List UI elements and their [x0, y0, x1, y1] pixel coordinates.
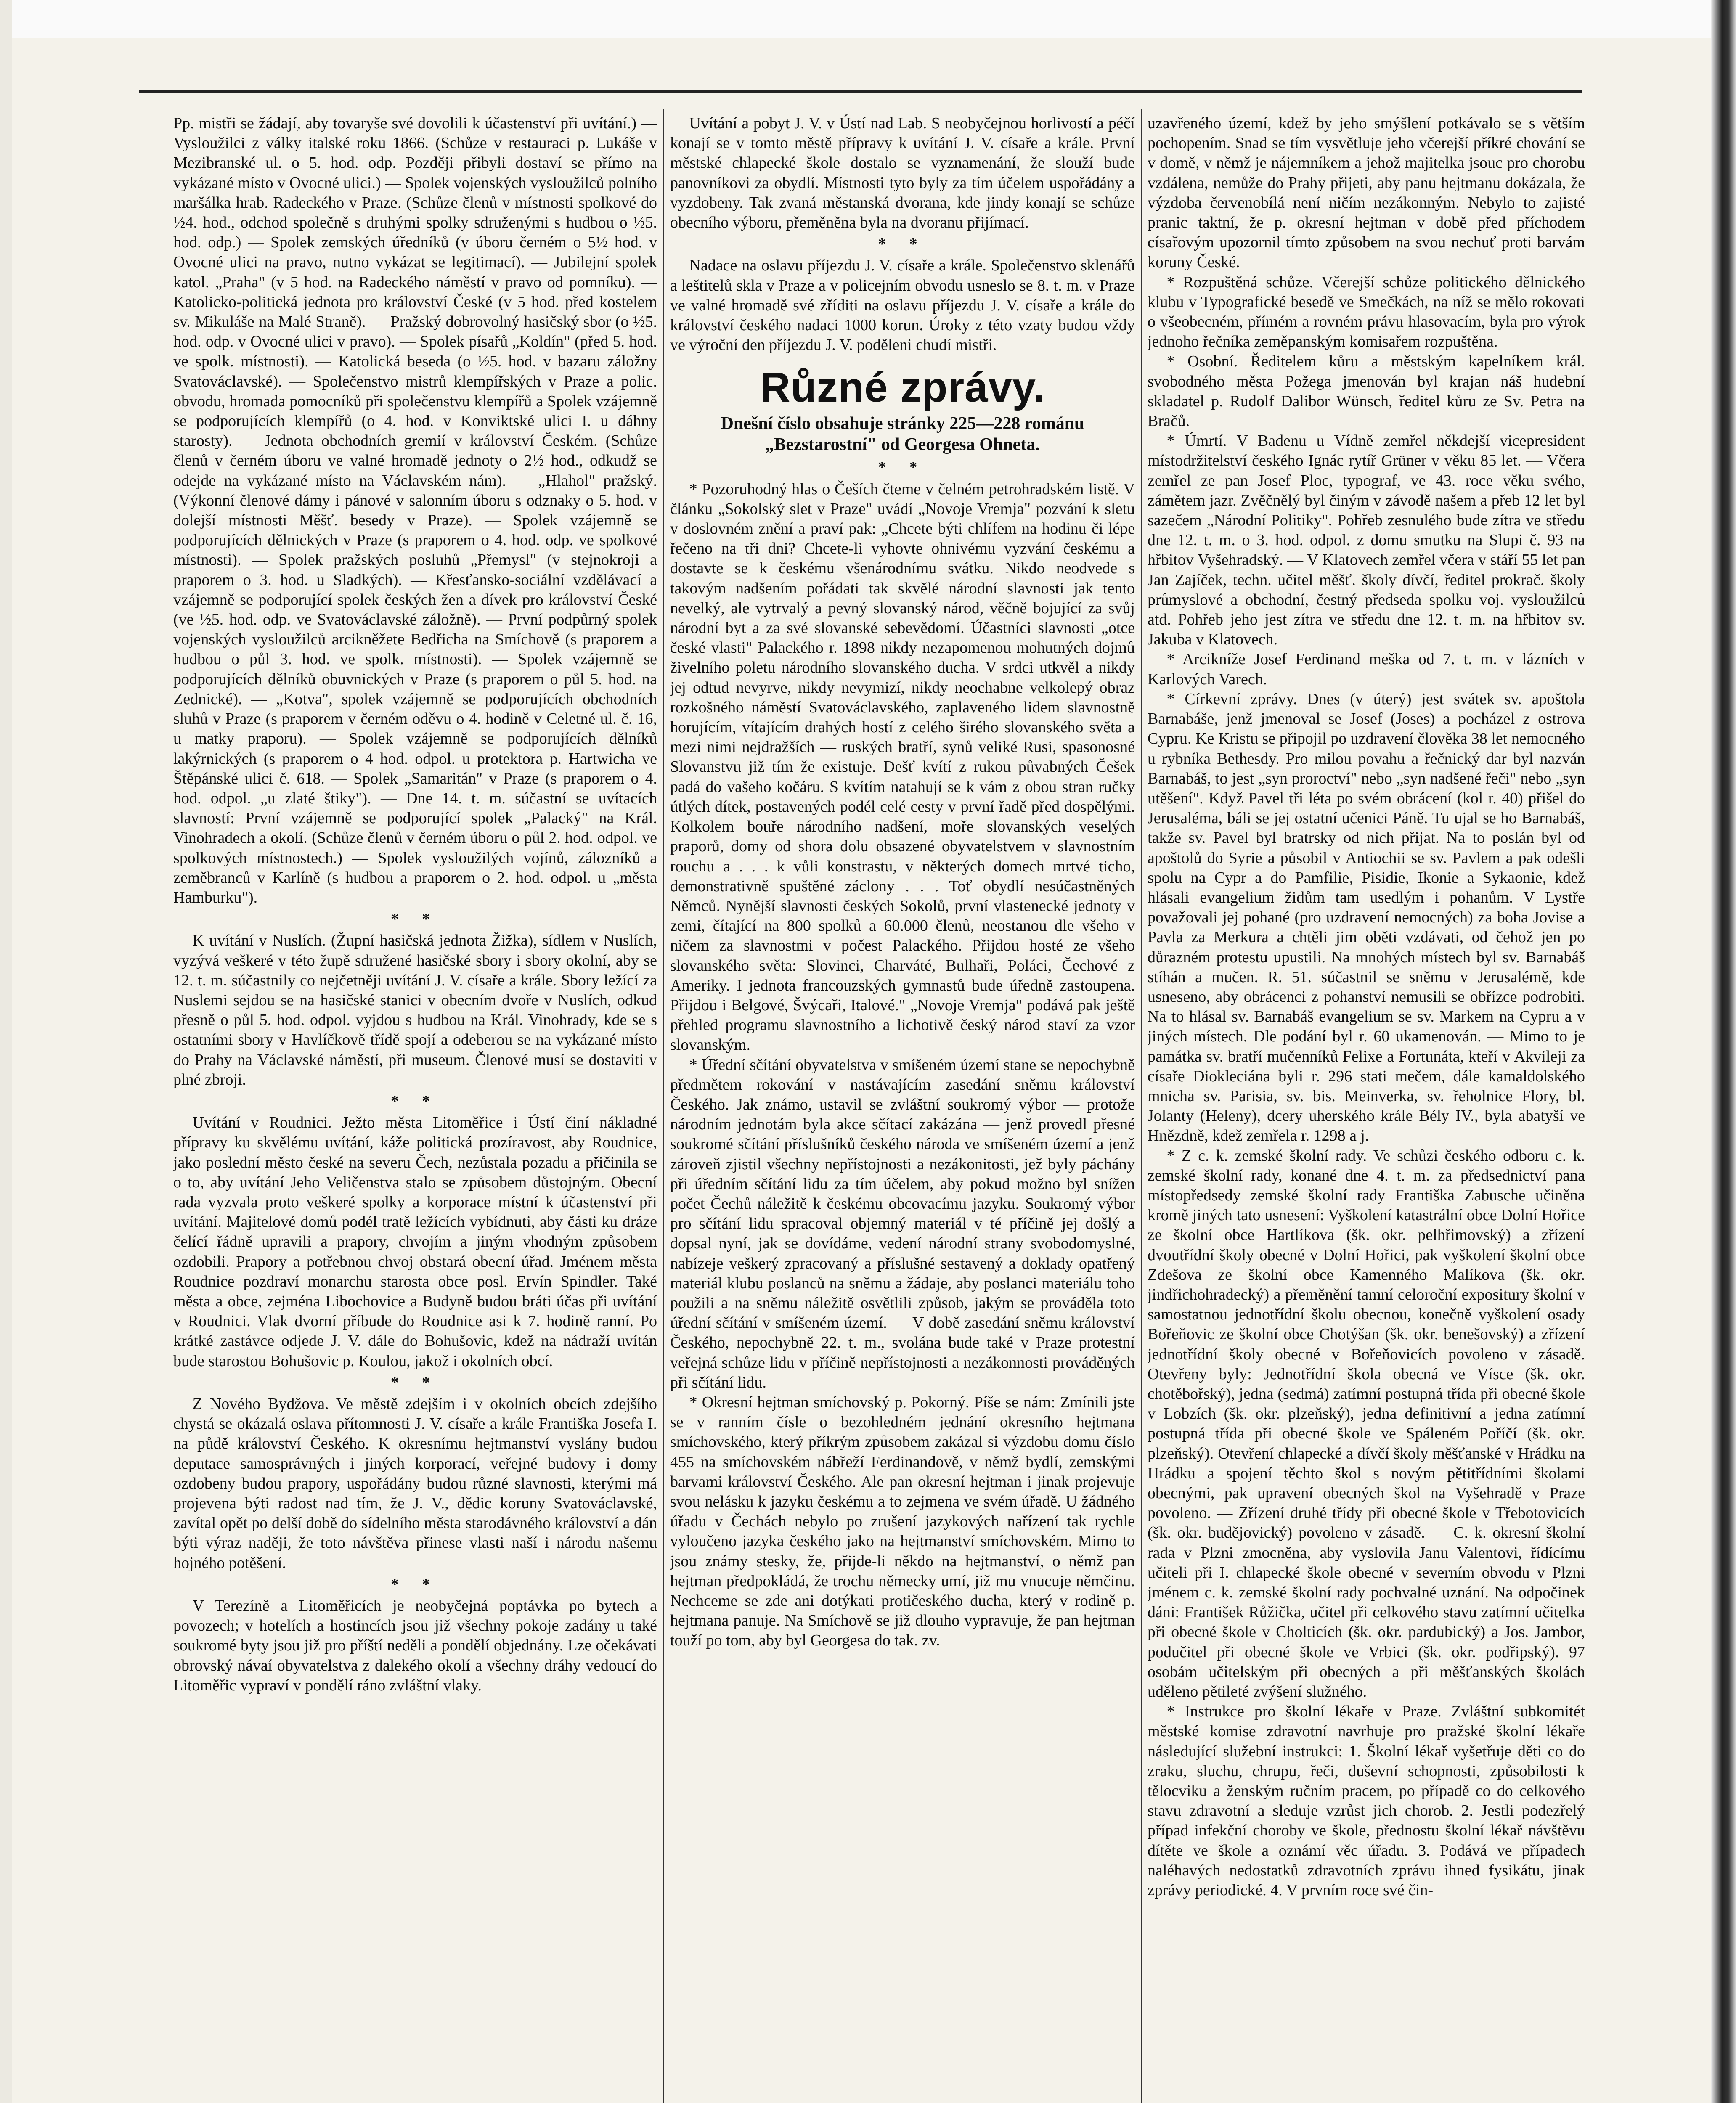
- article-paragraph: * Církevní zprávy. Dnes (v úterý) jest svátek sv. apoštola Barnabáše, jenž jmenoval se Josef (Joses) a pocházel z ostrova Cypru. Ke Kristu se připojil po uzdravení člověka 38 let nemocného u rybníka Bethesdy. Pro milou povahu a řečnický dar byl nazván Barnabáš, to jest „syn proroctví" nebo „syn nadšené řeči" nebo „syn utěšení". Když Pavel tři léta po svém obrácení (kol r. 40) přišel do Jerusaléma, báli se jej ostatní učenici Páně. Tu ujal se ho Barnabáš, takže sv. Pavel byl bratrsky od nich přijat. Na to poslán byl od apoštolů do Syrie a působil v Antiochii se sv. Pavlem a pak odešli spolu na Cypr a do Pamfilie, Pisidie, Ikonie a Sykaonie, kdež hlásali evangelium židům tam usedlým i pohanům. V Lystře považovali jej pohané (pro uzdravení nemocných) za boha Jovise a Pavla za Merkura a chtěli jim oběti vzdávati, od čehož jen po důrazném protestu upustili. Na mnohých místech byl sv. Barnabáš stíhán a mučen. R. 51. súčastnil se sněmu v Jerusalémě, kde usneseno, aby obrácenci z pohanství nemusili se obřízce podrobiti. Na to hlásal sv. Barnabáš evangelium se sv. Markem na Cypru a v jiných místech. Dle podání byl r. 60 ukamenován. — Mimo to je památka sv. bratří mučenníků Felixe a Fortunáta, kteří v Akvileji za císaře Diokleciána byli r. 296 stati mečem, dále kamaldolského mnicha sv. Parisia, sv. bis. Meinverka, sv. řeholnice Flory, bl. Jolanty (Heleny), dcery uherského krále Bély IV., byla abatyší ve Hnězdně, kdež zemřela r. 1298 a j.: [1148, 690, 1585, 1145]
- article-paragraph: * Arcikníže Josef Ferdinand meška od 7. t. m. v lázních v Karlových Varech.: [1148, 650, 1585, 688]
- article-paragraph: V Terezíně a Litoměřicích je neobyčejná poptávka po bytech a povozech; v hotelích a hostincích jsou již všechny pokoje zadány u také soukromé byty jsou již pro příští neděli a pondělí objednány. Lze očekávati obrovský návaí obyvatelstva z dalekého okolí a všechny dráhy vedoucí do Litoměřic vypraví v pondělí ráno zvláštní vlaky.: [173, 1597, 657, 1694]
- article-paragraph: K uvítání v Nuslích. (Župní hasičská jednota Žižka), sídlem v Nuslích, vyzývá veškeré v této župě sdružené hasičské sbory i sbory okolní, aby se 12. t. m. súčastnily co nejčetněji uvítání J. V. císaře a krále. Sbory ležící za Nuslemi sejdou se na hasičské stanici v obecním dvoře v Nuslích, odkud přesně o půl 5. hod. odpol. vyjdou s hudbou na Král. Vinohrady, kde se s ostatními sbory v Havlíčkově třídě spojí a odeberou se na vykázané místo do Prahy na Václavské náměstí, při museum. Členové musí se dostaviti v plné zbroji.: [173, 932, 657, 1089]
- article-paragraph: Uvítání v Roudnici. Ježto města Litoměřice i Ústí činí nákladné přípravy ku skvělému uvítání, káže politická prozíravost, aby Roudnice, jako poslední město české na severu Čech, nezůstala pozadu a přičinila se o to, aby uvítání Jeho Veličenstva stalo se způsobem důstojným. Obecní rada vyzvala proto veškeré spolky a korporace místní k účastenství při uvítání. Majitelové domů podél tratě ležících vybídnuti, aby části ku dráze čelící řádně upravili a prapory, chvojím a jiným vhodným způsobem ozdobili. Prapory a potřebnou chvoj obstará obecní úřad. Jménem města Roudnice pozdraví monarchu starosta obce posl. Ervín Spindler. Také města a obce, zejména Libochovice a Budyně budou bráti účas při uvítání v Roudnici. Vlak dvorní příbude do Roudnice asi k 7. hodině ranní. Po krátké zastávce odjede J. V. dále do Bohušovic, kdež na nádraží uvítán bude starostou Bohušovic p. Koulou, jakož i okolních obcí.: [173, 1114, 657, 1370]
- article-paragraph: Z Nového Bydžova. Ve městě zdejším i v okolních obcích zdejšího chystá se okázalá oslava přítomnosti J. V. císaře a krále Františka Josefa I. na půdě království Českého. K okresnímu hejtmanství vyslány budou deputace samosprávných i jiných korporací, veřejné budovy i domy ozdobeny budou prapory, uspořádány budou různé slavnosti, kterými má projevena býti radost nad tím, že J. V., dědic koruny Svatováclavské, zavítal opět po delší době do sídelního města starodávného království a dán býti výraz naději, že toto návštěva přinese vlasti naší i národu našemu hojného potěšení.: [173, 1395, 657, 1572]
- separator-stars: * *: [391, 1373, 440, 1391]
- section-subheading: Dnešní číslo obsahuje stránky 225—228 románu „Bezstarostní" od Georgesa Ohneta.: [721, 414, 1084, 455]
- article-paragraph: * Rozpuštěná schůze. Včerejší schůze politického dělnického klubu v Typografické besedě ve Smečkách, na níž se mělo rokovati o všeobecném, přímém a rovném právu hlasovacím, byla pro výrok jednoho řečníka zeměpanským komisařem rozpuštěna.: [1148, 273, 1585, 351]
- article-paragraph: Nadace na oslavu příjezdu J. V. císaře a krále. Společenstvo sklenářů a leštitelů skla v Praze a v policejním obvodu usneslo se 8. t. m. v Praze ve valné hromadě své zříditi na oslavu příjezdu J. V. císaře a krále do království českého nadaci 1000 korun. Úroky z této vzaty budou vždy ve výroční den příjezdu J. V. poděleni chudí mistři.: [670, 257, 1135, 354]
- separator-stars: * *: [878, 458, 927, 477]
- section-heading: Různé zprávy.: [760, 364, 1045, 411]
- column-right: [1148, 114, 1585, 2103]
- scan-margin-left: [0, 0, 12, 2103]
- article-paragraph: * Úmrtí. V Badenu u Vídně zemřel někdejší vicepresident místodržitelství českého Ignác rytíř Grüner v věku 85 let. — Včera zemřel ze pan Josef Ploc, typograf, ve 43. roce věku svého, zámětem jazr. Zvěčnělý byl činým v závodě našem a přeb 12 let byl sazečem „Národní Politiky". Pohřeb zesnulého bude zítra ve středu dne 12. t. m. o 3. hod. odpol. z domu smutku na Slupi č. 93 na hřbitov Vyšehradský. — V Klatovech zemřel včera v stáří 55 let pan Jan Zajíček, techn. učitel měšť. školy dívčí, ředitel prokrač. školy průmyslové a obchodní, čestný předseda spolku voj. vysloužilců atd. Pohřeb jeho jest zítra ve středu dne 12. t. m. na hřbitov sv. Jakuba v Klatovech.: [1148, 432, 1585, 649]
- article-paragraph: * Z c. k. zemské školní rady. Ve schůzi českého odboru c. k. zemské školní rady, konané dne 4. t. m. za předsednictví pana místopředsedy zemské školní rady Františka Zabusche učiněna kromě jiných tato usnesení: Vyškolení katastrální obce Dolní Hořice ze školní obce Hartlíkova (šk. okr. pelhřimovský) a zřízení dvoutřídní školy obecné v Dolní Hořici, pak vyškolení školní obce Zdešova ze školní obce Kamenného Malíkova (šk. okr. jindřichohradecký) a přeměnění tamní celoroční expositury školní v samostatnou jednotřídní školu obecnou, konečně vyškolení osady Bořeňovic ze školní obce Chotýšan (šk. okr. benešovský) a zřízení jednotřídní školy obecné v Bořeňovicích povoleno v zásadě. Otevřeny byly: Jednotřídní škola obecná ve Vísce (šk. okr. chotěbořský), jedna (sedmá) zatímní postupná třída při obecné škole v Lobzích (šk. okr. plzeňský), jedna definitivní a jedna zatímní postupná třída při obecné škole ve Spáleném Poříčí (šk. okr. plzeňský). Otevření chlapecké a dívčí školy měšťanské v Hrádku na Hrádku a spojení těchto škol s novým pětitřídními školami obecnými, pak upravení obecných škol na Vyšehradě v Praze povoleno. — Zřízení druhé třídy při obecné škole v Třebotovicích (šk. okr. budějovický) povoleno v zásadě. — C. k. okresní školní rada v Plzni zmocněna, aby vyslovila Janu Valentovi, řídícímu učiteli při I. chlapecké škole obecné v severním obvodu v Plzni jménem c. k. zemské školní rady pochvalné uznání. Na odpočinek dáni: František Růžička, učitel při celkového stavu zatímní učitelka při obecné škole v Cholticích (šk. okr. pardubický) a Jos. Jambor, podučitel při obecné škole ve Vrbici (šk. okr. podřipský). 97 osobám učitelským při obecných a při měšťanských školách uděleno pětileté zvýšení služného.: [1148, 1147, 1585, 1701]
- separator-stars: * *: [391, 910, 440, 928]
- column-middle: [670, 114, 1135, 2103]
- article-paragraph: * Pozoruhodný hlas o Češích čteme v čelném petrohradském listě. V článku „Sokolský slet v Praze" uvádí „Novoje Vremja" pozvání k sletu v doslovném znění a praví pak: „Chcete býti chlífem na hodinu či lépe řečeno na tři dni? Chcete-li vyhovte ohnivému vyzvání českému a dostavte se k českému všenárodnímu svátku. Nikdo neodvede s takovým nadšením pořádati tak skvělé národní slavnosti jak tento nevelký, ale vytrvalý a pevný slovanský národ, věčně bojující za svůj národní byt a za své slovanské sebevědomí. Účastníci slavnosti „otce české vlasti" Palackého r. 1898 nikdy nezapomenou mohutných dojmů živelního poletu národního slovanského ducha. V srdci utkvěl a nikdy jej odtud nevyrve, nikdy nevymizí, nikdy neochabne velkolepý obraz rozkošného náměstí Svatováclavského, zaplaveného lidem slavnostně horujícím, vítajícím drahých hostí z celého širého slovanského světa a mezi nimi nejdražších — ruských bratří, synů veliké Rusi, spasonosné Slovanstvu již tím že existuje. Dešť kvítí z rukou půvabných Češek padá do vašeho kočáru. S kvítím natahují se k vám z obou stran ručky útlých dítek, postavených podél celé cesty v první řadě před dospělými. Kolkolem bouře národního nadšení, moře slovanských veselých praporů, domy od shora dolu obsazené obyvatelstvem v slavnostním rouchu a . . . k vůli konstrastu, v některých domech mrtvé ticho, demonstrativně spuštěné záclony . . . Toť obydlí nesúčastněných Němců. Nynější slavnosti českých Sokolů, první vlastenecké jednoty v zemi, čítající na 800 spolků a 60.000 členů, neostanou dle všeho v ničem za slavnostmi v počest Palackého. Přijdou hosté ze všeho slovanského světa: Slovinci, Charváté, Bulhaři, Poláci, Čechové z Ameriky. I jednota francouzských gymnastů bude úředně zastoupena. Přijdou i Belgové, Švýcaři, Italové." „Novoje Vremja" podává pak ještě přehled programu slavnostního a lichotivě český národ staví za vzor slovanským.: [670, 480, 1135, 1054]
- column-divider: [663, 109, 664, 2103]
- article-paragraph: * Instrukce pro školní lékaře v Praze. Zvláštní subkomitét městské komise zdravotní navrhuje pro pražské školní lékaře následující služební instrukci: 1. Školní lékař vyšetřuje děti co do zraku, sluchu, chrupu, řeči, duševní schopnosti, způsobilosti k tělocviku a ženským ručním pracem, po případě co do celkového stavu zdravotní a sleduje vzrůst jich chorob. 2. Jestli podezřelý případ infekční choroby ve škole, přednostu školní lékař návštěvu dítěte ve škole a oznámí věc úřadu. 3. Podává ve případech naléhavých nedostatků zdravotních zprávu ihned fysikátu, jinak zprávy periodické. 4. V prvním roce své čin-: [1148, 1703, 1585, 1899]
- article-paragraph: * Úřední sčítání obyvatelstva v smíšeném území stane se nepochybně předmětem rokování v nastávajícím zasedání sněmu království Českého. Jak známo, ustavil se zvláštní soukromý výbor — protože národním jednotám byla akce sčítací zakázána — jenž provedl přesné soukromé sčítání příslušníků českého národa ve smíšeném území a jenž zároveň zjistil všechny nepřístojnosti a nezákonitosti, jež byly páchány při úředním sčítání lidu za tím účelem, aby pokud možno byl snížen počet Čechů náležitě k českému obcovacímu jazyku. Soukromý výbor pro sčítání lidu spracoval objemný materiál v té příčině jej došlý a dopsal nyní, jak se dovídáme, vedení národní strany svobodomyslné, nabízeje veškerý zpracovaný a příslušné sestavený a doklady opatřený materiál klubu poslanců na sněmu a žádaje, aby poslanci materiálu toho použili a na sněmu náležitě osvětlili způsob, jakým se prováděla toto úřední sčítání v smíšeném území. — V době zasedání sněmu království Českého, nepochybně 22. t. m., svolána bude také v Praze protestní veřejná schůze lidu v příčině nepřístojnosti a nezákonnosti prováděných při sčítání lidu.: [670, 1056, 1135, 1391]
- article-paragraph: Pp. mistři se žádají, aby tovaryše své dovolili k účastenství při uvítání.) — Vysloužilci z války italské roku 1866. (Schůze v restauraci p. Lukáše v Mezibranské ul. o 5. hod. odp. Později přibyli dostaví se přímo na vykázané místo v Ovocné ulici.) — Spolek vojenských vysloužilců polního maršálka hrab. Radeckého v Praze. (Schůze členů v místnosti spolkové do ½4. hod., odchod společně s druhými spolky sdruženými s hudbou o ½5. hod. odp.) — Spolek zemských úředníků (v úboru černém o 5½ hod. v Ovocné ulici na pravo, nutno vykázat se legitimací). — Jubilejní spolek katol. „Praha" (v 5 hod. na Radeckého náměstí v pravo od pomníku). — Katolicko-politická jednota pro království České (v 5 hod. před kostelem sv. Mikuláše na Malé Straně). — Pražský dobrovolný hasičský sbor (o ½5. hod. odp. v Ovocné ulici v pravo). — Spolek písařů „Koldín" (před 5. hod. ve spolk. místnosti). — Katolická beseda (o ½5. hod. v bazaru záložny Svatováclavské). — Společenstvo mistrů klempířských v Praze a polic. obvodu, hromada pomocníků při společenstvu klempířů a Spolek vzájemně se podporujících klempířů (o 4. hod. v Konviktské ulici I. u dáhny starosty). — Jednota obchodních gremií v království Českém. (Schůze členů v černém úboru ve valné hromadě jednoty o 2½ hod., odkudž se odejde na vykázané místo na Václavském nám). — „Hlahol" pražský. (Výkonní členové dámy i pánové v salonním úboru s odznaky o 5. hod. v dolejší místnosti Měšť. besedy v Praze). — Spolek vzájemně se podporujících dělnických v Praze (s praporem o 4. hod. odp. ve spolkové místnosti). — Spolek pražských posluhů „Přemysl" (v stejnokroji a praporem o 3. hod. u Sladkých). — Křesťansko-sociální vzdělávací a vzájemně se podporující spolek českých žen a dívek pro království České (ve ½5. hod. odp. ve Svatováclavské záložně). — První podpůrný spolek vojenských vysloužilců arcikněžete Bedřicha na Smíchově (s praporem a hudbou o půl 3. hod. ve spolk. místnosti). — Spolek vzájemně se podporujících dělníků obuvnických v Praze (s praporem o půl 5. hod. na Zednické). — „Kotva", spolek vzájemně se podporujících obchodních sluhů v Praze (s praporem v černém oděvu o 4. hodině v Celetné ul. č. 16, u matky praporu). — Spolek vzájemně se podporujících dělníků lakýrnických (s praporem o 4 hod. odpol. u protektora p. Hartwicha ve Štěpánské ulici č. 618. — Spolek „Samaritán" v Praze (s praporem o 4. hod. odpol. „u zlaté štiky"). — Dne 14. t. m. súčastní se uvítacích slavností: První vzájemně se podporující spolek „Palacký" na Král. Vinohradech a okolí. (Schůze členů v černém úboru o půl 2. hod. odpol. ve spolkových místnostech.) — Spolek vysloužilých vojínů, zálozníků a zeměbranců v Karlíně (s hudbou a praporem o 2. hod. odpol. u „města Hamburku").: [173, 114, 657, 906]
- article-paragraph: * Okresní hejtman smíchovský p. Pokorný. Píše se nám: Zmínili jste se v ranním čísle o bezohledném jednání okresního hejtmana smíchovského, který příkrým způsobem zakázal si výzdobu domu číslo 455 na smíchovském nábřeží Ferdinandově, v němž bydlí, zemskými barvami království Českého. Ale pan okresní hejtman i jinak projevuje svou nelásku k jazyku českému a to zejmena ve svém úřadě. U žádného úřadu v Čechách nebylo po zrušení jazykových nařízení tak rychle vyloučeno jazyka českého jako na hejtmanství smíchovském. Mimo to jsou známy stesky, že, přijde-li někdo na hejtmanství, o němž pan hejtman předpokládá, že trochu německy umí, již mu vnucuje němčinu. Nechceme se zde ani dotýkati protičeského ducha, který v rodině p. hejtmana panuje. Na Smíchově se již dlouho vypravuje, že pan hejtman touží po tom, aby byl Georgesa do tak. zv.: [670, 1393, 1135, 1650]
- article-paragraph: uzavřeného území, kdež by jeho smýšlení potkávalo se s větším pochopením. Snad se tím vysvětluje jeho včerejší příkré chování se v domě, v němž je nájemníkem a jehož majitelka jsouc pro chorobu vzdálena, nemůže do Prahy přijeti, aby panu hejtmanu dokázala, že výzdoba červenobílá není ničím nezákonným. Nebylo to zajisté pranic taktní, že p. okresní hejtman v době před příchodem císařovým upozornil tímto způsobem na svou nechuť proti barvám koruny České.: [1148, 114, 1585, 271]
- column-left: [173, 114, 657, 2103]
- column-divider: [1141, 109, 1142, 2103]
- separator-stars: * *: [878, 235, 927, 253]
- top-rule: [139, 90, 1582, 93]
- scan-margin-right: [1711, 0, 1736, 2103]
- separator-stars: * *: [391, 1092, 440, 1110]
- scan-margin-top: [0, 0, 1736, 38]
- separator-stars: * *: [391, 1575, 440, 1593]
- article-paragraph: Uvítání a pobyt J. V. v Ústí nad Lab. S neobyčejnou horlivostí a péčí konají se v tomto městě přípravy k uvítání J. V. císaře a krále. První městské chlapecké škole dostalo se vyznamenání, že slouží bude panovníkovi za obydlí. Místnosti tyto byly za tím účelem uspořádány a vyzdobeny. Tak zvaná městanská dvorana, kde jindy konají se schůze obecního výboru, přeměněna byla na dvoranu přijímací.: [670, 114, 1135, 232]
- article-paragraph: * Osobní. Ředitelem kůru a městským kapelníkem král. svobodného města Požega jmenován byl krajan náš hudební skladatel p. Rudolf Dalibor Wünsch, ředitel kůru ze Sv. Petra na Bračů.: [1148, 352, 1585, 430]
